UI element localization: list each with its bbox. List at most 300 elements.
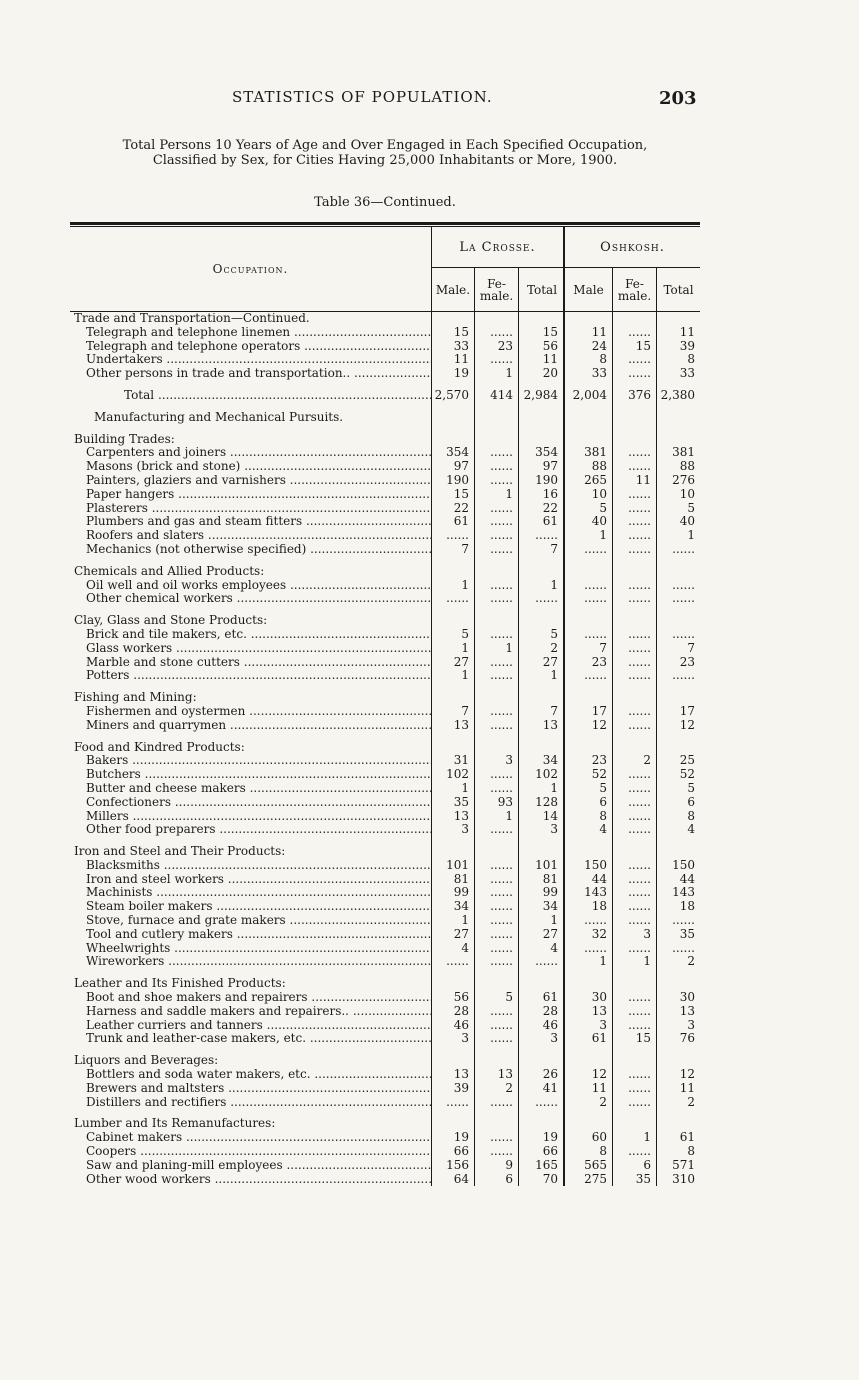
oshkosh-female-cell xyxy=(613,312,657,326)
oshkosh-total-cell: 88 xyxy=(679,460,695,474)
oshkosh-female-cell: ...... xyxy=(613,810,657,824)
oshkosh-male-cell: ...... xyxy=(565,669,613,683)
spacer-cell xyxy=(613,1109,657,1117)
la-crosse-total-cell: 26 xyxy=(519,1068,565,1082)
oshkosh-male-cell: 1 xyxy=(565,529,613,543)
la-crosse-total-cell xyxy=(519,433,565,447)
oshkosh-total-cell: 12 xyxy=(679,1068,695,1082)
la-crosse-female-cell: ...... xyxy=(475,1005,519,1019)
la-crosse-female-header: Fe-male. xyxy=(475,268,519,311)
la-crosse-total-cell xyxy=(519,1117,565,1131)
oshkosh-male-cell: 23 xyxy=(565,754,613,768)
oshkosh-total-cell xyxy=(657,565,700,579)
oshkosh-female-cell: ...... xyxy=(613,873,657,887)
occupation-label: Bakers ..... xyxy=(70,754,432,768)
oshkosh-female-cell: ...... xyxy=(613,942,657,956)
spacer-cell xyxy=(657,425,700,433)
la-crosse-female-cell: ...... xyxy=(475,823,519,837)
oshkosh-total-cell: 2,380 xyxy=(660,388,695,402)
la-crosse-female-cell xyxy=(475,741,519,755)
top-rule-thick xyxy=(70,222,700,225)
table-row xyxy=(70,1019,700,1033)
spacer-cell xyxy=(519,837,565,845)
la-crosse-total-cell xyxy=(519,845,565,859)
la-crosse-male-cell: 13 xyxy=(432,719,475,733)
section-row xyxy=(70,312,700,326)
spacer-cell xyxy=(613,425,657,433)
oshkosh-female-cell: ...... xyxy=(613,719,657,733)
table-row xyxy=(70,340,700,354)
la-crosse-female-cell xyxy=(475,614,519,628)
oshkosh-female-cell xyxy=(613,433,657,447)
oshkosh-total-cell xyxy=(657,741,700,755)
la-crosse-female-cell xyxy=(475,691,519,705)
spacer-cell xyxy=(475,1046,519,1054)
oshkosh-male-cell xyxy=(565,1054,613,1068)
occupation-label: Other wood workers ..... xyxy=(70,1173,432,1187)
spacer-cell xyxy=(565,1046,613,1054)
section-row xyxy=(70,433,700,447)
oshkosh-male-cell: 52 xyxy=(565,768,613,782)
la-crosse-total-cell: 15 xyxy=(519,326,565,340)
la-crosse-male-cell: 19 xyxy=(432,1131,475,1145)
spacer-cell xyxy=(475,606,519,614)
oshkosh-male-cell: 5 xyxy=(565,502,613,516)
table-row xyxy=(70,642,700,656)
spacer-cell xyxy=(613,557,657,565)
la-crosse-male-cell: 97 xyxy=(432,460,475,474)
la-crosse-female-cell: 1 xyxy=(475,642,519,656)
la-crosse-male-cell: 13 xyxy=(432,810,475,824)
la-crosse-male-cell: 66 xyxy=(432,1145,475,1159)
la-crosse-female-cell: ...... xyxy=(475,768,519,782)
spacer-cell xyxy=(432,403,475,411)
section-heading: Fishing and Mining: xyxy=(70,691,432,705)
la-crosse-female-cell: 3 xyxy=(475,754,519,768)
la-crosse-total-cell: 34 xyxy=(519,900,565,914)
table-label: Table 36—Continued. xyxy=(314,195,456,210)
spacer-cell xyxy=(613,837,657,845)
la-crosse-male-cell xyxy=(432,433,475,447)
la-crosse-female-cell: 414 xyxy=(475,389,519,403)
spacer-cell xyxy=(475,837,519,845)
spacer-cell xyxy=(613,381,657,389)
table-row xyxy=(70,579,700,593)
table-row xyxy=(70,474,700,488)
spacer-cell xyxy=(613,683,657,691)
la-crosse-total-cell: 1 xyxy=(519,782,565,796)
spacer-cell xyxy=(475,683,519,691)
la-crosse-female-cell xyxy=(475,433,519,447)
la-crosse-male-header: Male. xyxy=(432,268,475,311)
la-crosse-female-cell: ...... xyxy=(475,705,519,719)
oshkosh-total-cell: ...... xyxy=(672,592,695,606)
oshkosh-female-cell: ...... xyxy=(613,1096,657,1110)
oshkosh-total-cell: 8 xyxy=(687,809,695,823)
table-row xyxy=(70,1145,700,1159)
oshkosh-male-cell: 7 xyxy=(565,642,613,656)
oshkosh-total-cell xyxy=(657,691,700,705)
oshkosh-total-cell: ...... xyxy=(672,669,695,683)
occupation-label: Paper hangers ..... xyxy=(70,488,432,502)
table-row xyxy=(70,955,700,969)
section-heading: Clay, Glass and Stone Products: xyxy=(70,614,432,628)
la-crosse-total-cell: ...... xyxy=(519,955,565,969)
table-row xyxy=(70,1131,700,1145)
la-crosse-male-cell: 35 xyxy=(432,796,475,810)
spacer-cell xyxy=(70,1046,432,1054)
la-crosse-total-cell: 14 xyxy=(519,810,565,824)
section-heading: Chemicals and Allied Products: xyxy=(70,565,432,579)
la-crosse-male-cell: 28 xyxy=(432,1005,475,1019)
occupation-label: Mechanics (not otherwise specified) ..... xyxy=(70,543,432,557)
spacer-cell xyxy=(432,381,475,389)
spacer-cell xyxy=(565,425,613,433)
occupation-label: Coopers ..... xyxy=(70,1145,432,1159)
spacer-cell xyxy=(519,425,565,433)
spacer-cell xyxy=(657,381,700,389)
table-row xyxy=(70,782,700,796)
la-crosse-female-cell: ...... xyxy=(475,515,519,529)
oshkosh-total-cell: 143 xyxy=(672,886,695,900)
occupation-label: Wireworkers ..... xyxy=(70,955,432,969)
occupation-label: Steam boiler makers ..... xyxy=(70,900,432,914)
oshkosh-female-cell: ...... xyxy=(613,326,657,340)
spacer-cell xyxy=(519,557,565,565)
la-crosse-female-cell: ...... xyxy=(475,628,519,642)
oshkosh-male-cell: 5 xyxy=(565,782,613,796)
row-spacer xyxy=(70,557,700,565)
la-crosse-female-cell: 1 xyxy=(475,810,519,824)
table-row xyxy=(70,656,700,670)
la-crosse-total-cell: 34 xyxy=(519,754,565,768)
oshkosh-female-cell: ...... xyxy=(613,768,657,782)
occupation-label: Tool and cutlery makers ..... xyxy=(70,928,432,942)
la-crosse-female-cell: 6 xyxy=(475,1173,519,1187)
la-crosse-male-cell: 7 xyxy=(432,705,475,719)
oshkosh-female-cell: ...... xyxy=(613,1068,657,1082)
spacer-cell xyxy=(70,969,432,977)
oshkosh-female-cell xyxy=(613,845,657,859)
spacer-cell xyxy=(565,837,613,845)
spacer-cell xyxy=(475,969,519,977)
table-row xyxy=(70,873,700,887)
oshkosh-total-cell: 10 xyxy=(679,487,695,501)
occupation-label: Telegraph and telephone linemen ..... xyxy=(70,326,432,340)
table-row xyxy=(70,669,700,683)
spacer-cell xyxy=(657,403,700,411)
spacer-cell xyxy=(657,969,700,977)
row-spacer xyxy=(70,403,700,411)
table-row xyxy=(70,367,700,381)
oshkosh-total-cell: 3 xyxy=(687,1018,695,1032)
la-crosse-female-cell: ...... xyxy=(475,592,519,606)
la-crosse-female-cell: ...... xyxy=(475,1096,519,1110)
oshkosh-total-cell: 2 xyxy=(687,955,695,969)
la-crosse-female-cell: ...... xyxy=(475,353,519,367)
occupation-label: Millers ..... xyxy=(70,810,432,824)
section-row xyxy=(70,1117,700,1131)
oshkosh-male-cell: 275 xyxy=(565,1173,613,1187)
oshkosh-female-cell: ...... xyxy=(613,353,657,367)
table-row xyxy=(70,592,700,606)
occupation-label: Roofers and slaters ..... xyxy=(70,529,432,543)
oshkosh-female-cell: ...... xyxy=(613,782,657,796)
oshkosh-male-cell: 40 xyxy=(565,515,613,529)
la-crosse-female-cell xyxy=(475,977,519,991)
oshkosh-male-cell xyxy=(565,565,613,579)
la-crosse-female-cell: ...... xyxy=(475,900,519,914)
spacer-cell xyxy=(657,557,700,565)
section-row xyxy=(70,977,700,991)
table-row xyxy=(70,353,700,367)
oshkosh-total-cell: 40 xyxy=(679,515,695,529)
table-row xyxy=(70,900,700,914)
occupation-label: Carpenters and joiners ..... xyxy=(70,446,432,460)
table-caption xyxy=(60,138,710,168)
la-crosse-female-cell: ...... xyxy=(475,1019,519,1033)
occupation-label: Saw and planing-mill employees ..... xyxy=(70,1159,432,1173)
la-crosse-female-cell xyxy=(475,565,519,579)
spacer-cell xyxy=(70,1109,432,1117)
oshkosh-city-name: Oshkosh. xyxy=(565,227,700,268)
table-row xyxy=(70,628,700,642)
oshkosh-total-cell xyxy=(657,411,700,425)
la-crosse-male-cell: 46 xyxy=(432,1019,475,1033)
la-crosse-male-cell: 39 xyxy=(432,1082,475,1096)
oshkosh-total-cell: 39 xyxy=(679,339,695,353)
oshkosh-total-cell: 4 xyxy=(687,823,695,837)
oshkosh-total-cell: ...... xyxy=(672,941,695,955)
la-crosse-total-cell: 16 xyxy=(519,488,565,502)
la-crosse-female-cell xyxy=(475,1054,519,1068)
oshkosh-male-cell: 2 xyxy=(565,1096,613,1110)
oshkosh-female-cell: ...... xyxy=(613,669,657,683)
oshkosh-total-cell xyxy=(657,614,700,628)
spacer-cell xyxy=(565,733,613,741)
occupation-label: Painters, glaziers and varnishers ..... xyxy=(70,474,432,488)
oshkosh-total-cell xyxy=(657,845,700,859)
section-heading: Trade and Transportation—Continued. xyxy=(70,312,432,326)
spacer-cell xyxy=(70,606,432,614)
occupation-label: Boot and shoe makers and repairers ..... xyxy=(70,991,432,1005)
la-crosse-male-cell: 15 xyxy=(432,326,475,340)
oshkosh-total-cell: 76 xyxy=(679,1032,695,1046)
oshkosh-male-cell: 8 xyxy=(565,353,613,367)
la-crosse-total-cell: 1 xyxy=(519,669,565,683)
la-crosse-total-cell: 46 xyxy=(519,1019,565,1033)
occupation-label: Masons (brick and stone) ..... xyxy=(70,460,432,474)
oshkosh-female-cell: ...... xyxy=(613,1005,657,1019)
oshkosh-female-cell: 15 xyxy=(613,340,657,354)
la-crosse-total-cell: 99 xyxy=(519,886,565,900)
occupation-label: Marble and stone cutters ..... xyxy=(70,656,432,670)
la-crosse-male-cell: ...... xyxy=(432,529,475,543)
spacer-cell xyxy=(613,733,657,741)
la-crosse-total-cell: 70 xyxy=(519,1173,565,1187)
la-crosse-total-cell xyxy=(519,565,565,579)
oshkosh-female-cell xyxy=(613,1117,657,1131)
oshkosh-female-cell: 11 xyxy=(613,474,657,488)
oshkosh-total-cell: 30 xyxy=(679,991,695,1005)
oshkosh-male-cell: 4 xyxy=(565,823,613,837)
la-crosse-total-cell: 27 xyxy=(519,656,565,670)
la-crosse-male-cell xyxy=(432,741,475,755)
la-crosse-male-cell: 190 xyxy=(432,474,475,488)
oshkosh-total-cell: 1 xyxy=(687,529,695,543)
table-body xyxy=(70,312,700,1186)
la-crosse-male-cell xyxy=(432,312,475,326)
oshkosh-male-cell xyxy=(565,1117,613,1131)
occupation-label: Iron and steel workers ..... xyxy=(70,873,432,887)
oshkosh-total-cell: 61 xyxy=(679,1131,695,1145)
la-crosse-total-cell: 13 xyxy=(519,719,565,733)
table-row xyxy=(70,460,700,474)
la-crosse-total-cell: 1 xyxy=(519,579,565,593)
spacer-cell xyxy=(613,1046,657,1054)
la-crosse-total-cell: 19 xyxy=(519,1131,565,1145)
oshkosh-total-cell: 33 xyxy=(679,367,695,381)
oshkosh-female-cell: 35 xyxy=(613,1173,657,1187)
oshkosh-female-cell: ...... xyxy=(613,515,657,529)
la-crosse-total-cell: 7 xyxy=(519,705,565,719)
spacer-cell xyxy=(613,969,657,977)
la-crosse-male-cell: 1 xyxy=(432,642,475,656)
la-crosse-male-cell xyxy=(432,1117,475,1131)
oshkosh-male-cell: 150 xyxy=(565,859,613,873)
table-row xyxy=(70,859,700,873)
spacer-cell xyxy=(432,683,475,691)
la-crosse-male-cell xyxy=(432,691,475,705)
oshkosh-total-cell: 150 xyxy=(672,858,695,872)
spacer-cell xyxy=(519,1109,565,1117)
occupation-label: Telegraph and telephone operators ..... xyxy=(70,340,432,354)
spacer-cell xyxy=(519,683,565,691)
oshkosh-male-cell: 11 xyxy=(565,326,613,340)
oshkosh-female-cell: ...... xyxy=(613,446,657,460)
la-crosse-total-cell: 5 xyxy=(519,628,565,642)
la-crosse-total-cell xyxy=(519,411,565,425)
oshkosh-total-cell: ...... xyxy=(672,914,695,928)
spacer-cell xyxy=(432,1046,475,1054)
la-crosse-male-cell: 34 xyxy=(432,900,475,914)
occupation-label: Oil well and oil works employees ..... xyxy=(70,579,432,593)
occupation-label: Harness and saddle makers and repairers.. ..... xyxy=(70,1005,432,1019)
spacer-cell xyxy=(613,606,657,614)
occupation-table xyxy=(70,222,700,1186)
oshkosh-male-cell: 44 xyxy=(565,873,613,887)
la-crosse-total-cell: 2,984 xyxy=(519,389,565,403)
oshkosh-female-cell: 3 xyxy=(613,928,657,942)
row-spacer xyxy=(70,1109,700,1117)
la-crosse-female-cell: ...... xyxy=(475,782,519,796)
oshkosh-total-cell: 310 xyxy=(672,1172,695,1186)
la-crosse-total-cell: 66 xyxy=(519,1145,565,1159)
oshkosh-female-cell: ...... xyxy=(613,502,657,516)
spacer-cell xyxy=(519,403,565,411)
oshkosh-female-cell: ...... xyxy=(613,488,657,502)
section-heading: Leather and Its Finished Products: xyxy=(70,977,432,991)
la-crosse-female-cell: ...... xyxy=(475,928,519,942)
oshkosh-total-cell: 6 xyxy=(687,795,695,809)
occupation-label: Butter and cheese makers ..... xyxy=(70,782,432,796)
spacer-cell xyxy=(657,606,700,614)
oshkosh-male-cell: 32 xyxy=(565,928,613,942)
occupation-label: Other persons in trade and transportation.. ..... xyxy=(70,367,432,381)
oshkosh-female-cell: 1 xyxy=(613,1131,657,1145)
la-crosse-female-cell: ...... xyxy=(475,543,519,557)
oshkosh-total-cell: 11 xyxy=(679,1081,695,1095)
la-crosse-female-cell xyxy=(475,312,519,326)
oshkosh-female-cell: 1 xyxy=(613,955,657,969)
oshkosh-male-cell: ...... xyxy=(565,914,613,928)
la-crosse-male-cell: 13 xyxy=(432,1068,475,1082)
oshkosh-female-cell: 376 xyxy=(613,389,657,403)
oshkosh-female-cell: 6 xyxy=(613,1159,657,1173)
section-heading: Building Trades: xyxy=(70,433,432,447)
la-crosse-total-cell: 27 xyxy=(519,928,565,942)
table-row xyxy=(70,446,700,460)
table-row xyxy=(70,1032,700,1046)
oshkosh-male-cell: 11 xyxy=(565,1082,613,1096)
oshkosh-female-cell: 15 xyxy=(613,1032,657,1046)
oshkosh-male-cell xyxy=(565,433,613,447)
oshkosh-female-cell: ...... xyxy=(613,859,657,873)
la-crosse-male-cell: 11 xyxy=(432,353,475,367)
la-crosse-total-cell: 81 xyxy=(519,873,565,887)
table-row xyxy=(70,796,700,810)
occupation-label: Brewers and maltsters ..... xyxy=(70,1082,432,1096)
oshkosh-female-cell: ...... xyxy=(613,529,657,543)
oshkosh-total-cell xyxy=(657,433,700,447)
section-heading: Manufacturing and Mechanical Pursuits. xyxy=(70,411,432,425)
oshkosh-male-cell: 3 xyxy=(565,1019,613,1033)
la-crosse-total-cell: 128 xyxy=(519,796,565,810)
la-crosse-total-cell: 61 xyxy=(519,515,565,529)
la-crosse-total-cell xyxy=(519,1054,565,1068)
la-crosse-female-cell: ...... xyxy=(475,529,519,543)
table-row xyxy=(70,1159,700,1173)
occupation-label: Stove, furnace and grate makers ..... xyxy=(70,914,432,928)
la-crosse-female-cell: ...... xyxy=(475,326,519,340)
caption-line-1: Total Persons 10 Years of Age and Over Engaged in Each Specified Occupation, xyxy=(122,138,648,153)
row-spacer xyxy=(70,1046,700,1054)
table-row xyxy=(70,928,700,942)
oshkosh-total-cell: 12 xyxy=(679,718,695,732)
oshkosh-male-cell xyxy=(565,845,613,859)
row-spacer xyxy=(70,683,700,691)
la-crosse-male-cell xyxy=(432,845,475,859)
table-row xyxy=(70,1068,700,1082)
spacer-cell xyxy=(613,403,657,411)
table-row xyxy=(70,754,700,768)
la-crosse-female-cell: ...... xyxy=(475,460,519,474)
table-header xyxy=(70,227,700,312)
la-crosse-male-cell: 99 xyxy=(432,886,475,900)
oshkosh-female-cell: ...... xyxy=(613,367,657,381)
la-crosse-male-cell: 1 xyxy=(432,669,475,683)
table-row xyxy=(70,1096,700,1110)
oshkosh-total-header: Total xyxy=(663,282,694,297)
section-row xyxy=(70,691,700,705)
occupation-label: Fishermen and oystermen ..... xyxy=(70,705,432,719)
section-row xyxy=(70,614,700,628)
oshkosh-total-cell: 23 xyxy=(679,655,695,669)
oshkosh-total-cell: 7 xyxy=(687,641,695,655)
la-crosse-total-cell: 102 xyxy=(519,768,565,782)
la-crosse-total-cell: 354 xyxy=(519,446,565,460)
oshkosh-female-cell: ...... xyxy=(613,900,657,914)
